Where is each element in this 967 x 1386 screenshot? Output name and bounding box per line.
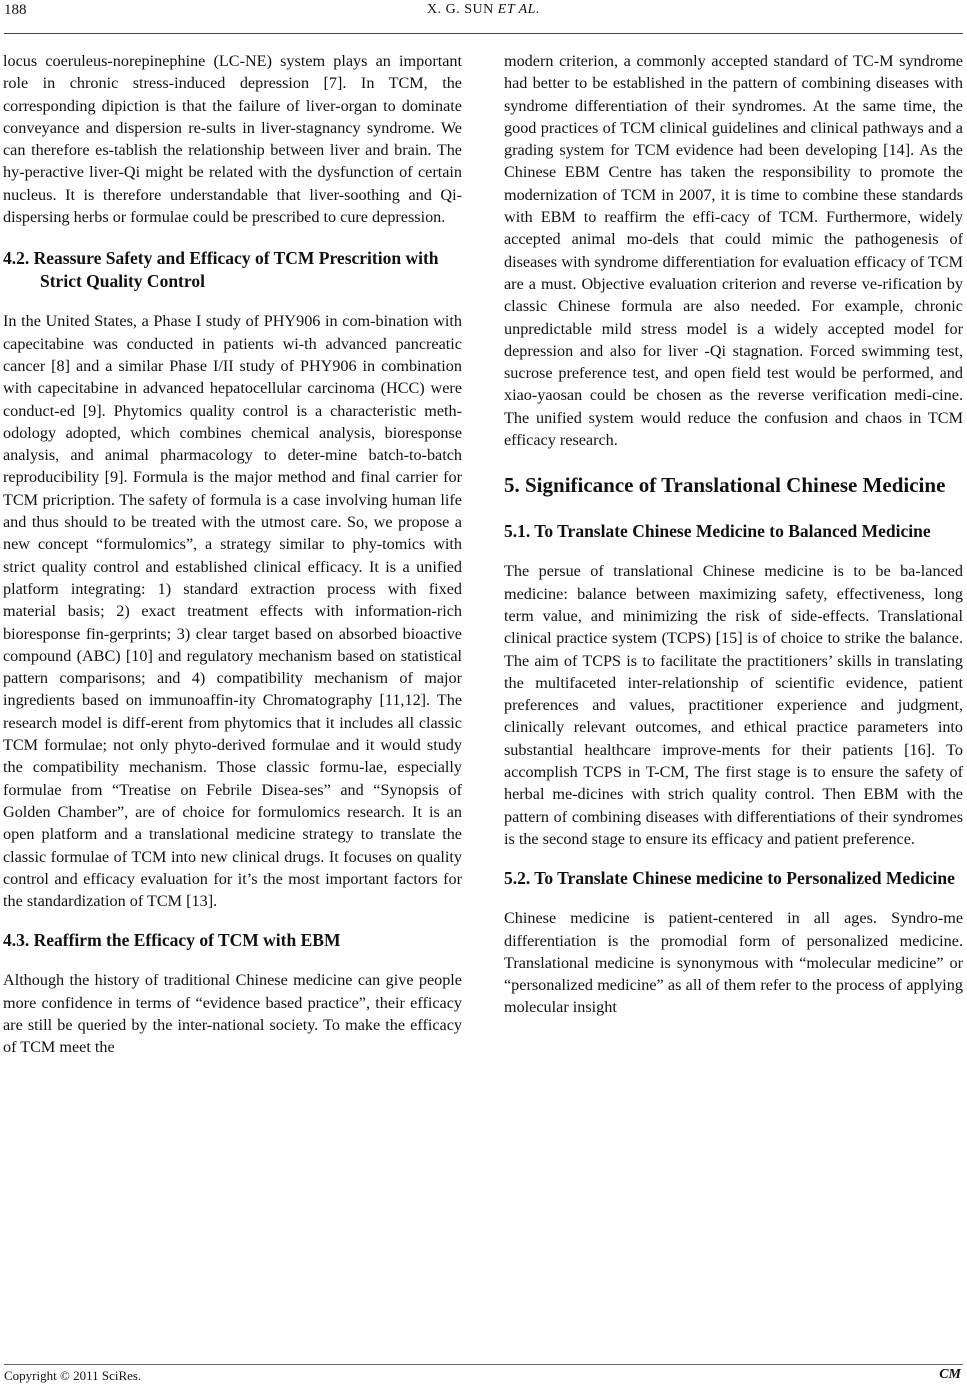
page-header [0, 0, 967, 40]
paragraph: In the United States, a Phase I study of PHY906 in com-bination with capecitabine was conducted in patients wi-th advanced pancreatic cancer [8] and a similar Phase I/II study of PHY906 in combination with capecitabine in advanced hepatocellular carcinoma (HCC) were conduct-ed [9]. Phytomics quality control is a characteristic meth-odology adopted, which combines chemical analysis, bioresponse analysis, and animal pharmacology to deter-mine batch-to-batch reproducibility [9]. Formula is the major method and final carrier for TCM pricription. The safety of formula is a case involving human life and thus should to be treated with the utmost care. So, we propose a new concept “formulomics”, a strategy similar to phy-tomics with strict quality control and established clinical efficacy. It is a unified platform integrating: 1) standard extraction process with fixed material basis; 2) exact treatment effects with information-rich bioresponse fin-gerprints; 3) clear target based on absorbed bioactive compound (ABC) [10] and regulatory mechanism based on statistical pattern comparisons; and 4) compatibility mechanism of major ingredients based on immunoaffin-ity Chromatography [11,12]. The research model is diff-erent from phytomics that it includes all classic TCM formulae; not only phyto-derived formulae and it would study the compatibility mechanism. Those classic formu-lae, especially formulae from “Treatise on Febrile Disea-ses” and “Synopsis of Golden Chamber”, are of choice for formulomics research. It is an open platform and a translational medicine strategy to translate the classic formulae of TCM into new clinical drugs. It focuses on quality control and efficacy evaluation for it’s the most important factors for the standardization of TCM [13]. [3, 312, 462, 911]
section-heading-5: 5. Significance of Translational Chinese Medicine [504, 473, 946, 498]
page-footer [0, 1364, 967, 1386]
running-title-etal: ET AL. [497, 2, 540, 17]
paragraph: The persue of translational Chinese medicine is to be ba-lanced medicine: balance between maximizing safety, effectiveness, long term value, and minimizing the risk of side-effects. Translational clinical practice system (TCPS) [15] is of choice to strike the balance. The aim of TCPS is to facilitate the practitioners’ skills in translating the multifaceted inter-relationship of scientific evidence, patient preferences and values, practitioner experience and judgment, clinically relevant outcomes, and ethical practice parameters into substantial healthcare improve-ments for their patients [16]. To accomplish TCPS in T-CM, The first stage is to ensure the safety of herbal me-dicines with strich quality control. Then EBM with the pattern of combining diseases with differentiations of their syndromes is the second stage to ensure its efficacy and patient preference. [504, 562, 963, 848]
right-column [504, 50, 963, 1019]
paragraph: locus coeruleus-norepinephine (LC-NE) system plays an important role in chronic stress-induced depression [7]. In TCM, the corresponding dipiction is that the failure of liver-organ to dominate conveyance and dispersion re-sults in liver-stagnancy syndrome. We can therefore es-tablish the relationship between liver and brain. The hy-peractive liver-Qi might be related with the dysfunction of certain nucleus. It is therefore understandable that liver-soothing and Qi-dispersing herbs or formulae could be prescribed to cure depression. [3, 52, 462, 227]
copyright-notice: Copyright © 2011 SciRes. [4, 1368, 142, 1383]
running-title-authors: X. G. SUN [427, 2, 494, 17]
running-title [0, 2, 967, 18]
section-heading-4-2: 4.2. Reassure Safety and Efficacy of TCM Prescrition with Strict Quality Control [3, 248, 439, 292]
paragraph: Chinese medicine is patient-centered in all ages. Syndro-me differentiation is the promodial form of personalized medicine. Translational medicine is synonymous with “molecular medicine” or “personalized medicine” as all of them refer to the process of applying molecular insight [504, 909, 963, 1017]
paragraph: modern criterion, a commonly accepted standard of TC-M syndrome had better to be established in the pattern of combining diseases with syndrome differentiation of their syndromes. At the same time, the good practices of TCM clinical guidelines and clinical pathways and a grading system for TCM evidence had been developing [14]. As the Chinese EBM Centre has taken the responsibility to promote the modernization of TCM in 2007, it is time to combine these standards with EBM to reaffirm the effi-cacy of TCM. Furthermore, widely accepted animal mo-dels that could mimic the pathogenesis of diseases with syndrome differentiation for evaluation efficacy of TCM are a must. Objective evaluation criterion and reverse ve-rification by classic Chinese formula are also needed. For example, chronic unpredictable mild stress model is a widely accepted model for depression and also for liver -Qi stagnation. Forced swimming test, sucrose preference test, and open field test would be performed, and xiao-yaosan could be chosen as the reverse verification medi-cine. The unified system would reduce the confusion and chaos in TCM efficacy research. [504, 52, 963, 450]
paragraph: Although the history of traditional Chinese medicine can give people more confidence in terms of “evidence based practice”, their efficacy are still be queried by the inter-national society. To make the efficacy of TCM meet the [3, 971, 462, 1057]
section-heading-5-1: 5.1. To Translate Chinese Medicine to Balanced Medicine [504, 521, 931, 542]
section-heading-4-3: 4.3. Reaffirm the Efficacy of TCM with EBM [3, 930, 341, 951]
left-column [3, 50, 462, 1059]
footer-rule [4, 1364, 963, 1365]
page-number: 188 [4, 2, 27, 18]
header-rule [4, 33, 963, 34]
section-heading-5-2: 5.2. To Translate Chinese medicine to Personalized Medicine [504, 868, 955, 889]
journal-abbreviation: CM [939, 1367, 961, 1382]
